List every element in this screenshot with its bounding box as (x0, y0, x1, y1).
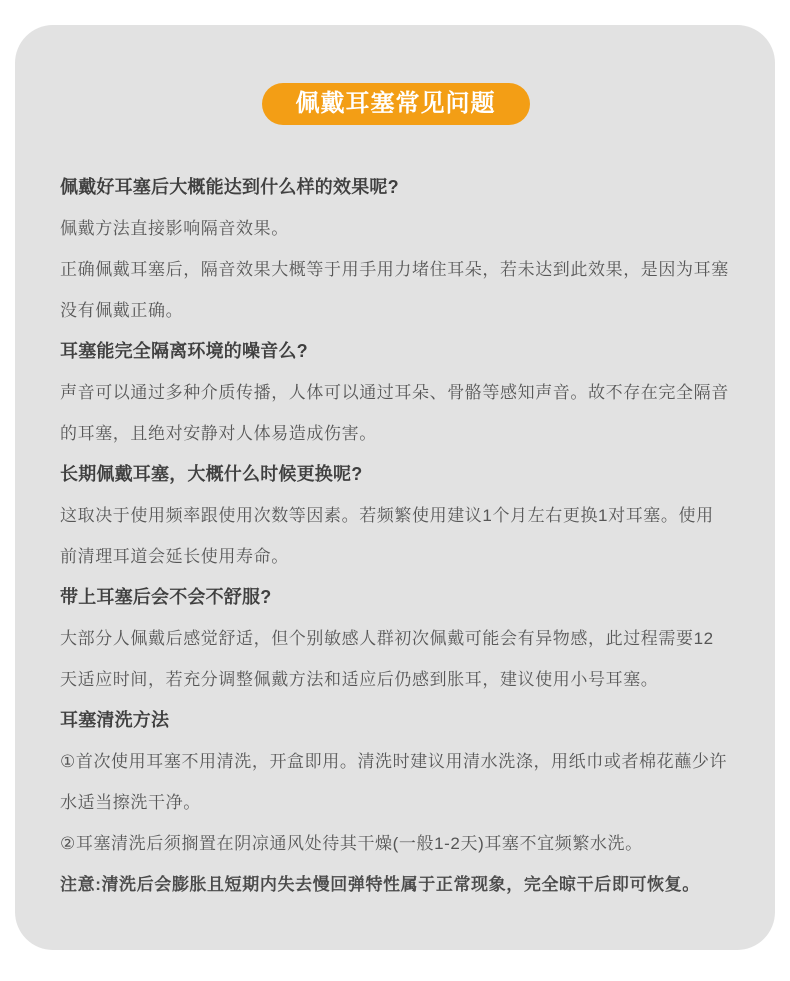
faq-note: 注意:清洗后会膨胀且短期内失去慢回弹特性属于正常现象，完全晾干后即可恢复。 (60, 875, 700, 894)
title-badge-row (60, 83, 731, 125)
faq-answer: 正确佩戴耳塞后，隔音效果大概等于用手用力堵住耳朵，若未达到此效果，是因为耳塞没有佩戴正确。 (60, 260, 729, 320)
faq-section (60, 331, 731, 454)
faq-answer: 大部分人佩戴后感觉舒适，但个别敏感人群初次佩戴可能会有异物感，此过程需要12天适应时间，若充分调整佩戴方法和适应后仍感到胀耳，建议使用小号耳塞。 (60, 629, 714, 689)
page-title: 佩戴耳塞常见问题 (262, 83, 530, 125)
faq-card (15, 25, 775, 950)
faq-section (60, 454, 731, 577)
faq-question: 带上耳塞后会不会不舒服? (60, 587, 272, 607)
faq-section (60, 700, 731, 905)
faq-question: 长期佩戴耳塞，大概什么时候更换呢? (60, 464, 363, 484)
faq-answer: 声音可以通过多种介质传播，人体可以通过耳朵、骨骼等感知声音。故不存在完全隔音的耳塞，且绝对安静对人体易造成伤害。 (60, 383, 729, 443)
faq-answer: ②耳塞清洗后须搁置在阴凉通风处待其干燥(一般1-2天)耳塞不宜频繁水洗。 (60, 834, 643, 853)
faq-content (60, 167, 731, 905)
faq-question: 耳塞清洗方法 (60, 710, 170, 730)
faq-question: 耳塞能完全隔离环境的噪音么? (60, 341, 308, 361)
faq-question: 佩戴好耳塞后大概能达到什么样的效果呢? (60, 177, 399, 197)
faq-answer: 这取决于使用频率跟使用次数等因素。若频繁使用建议1个月左右更换1对耳塞。使用前清理耳道会延长使用寿命。 (60, 506, 714, 566)
faq-section (60, 577, 731, 700)
faq-answer: ①首次使用耳塞不用清洗，开盒即用。清洗时建议用清水洗涤，用纸巾或者棉花蘸少许水适当擦洗干净。 (60, 752, 728, 812)
faq-answer: 佩戴方法直接影响隔音效果。 (60, 219, 289, 238)
faq-section (60, 167, 731, 331)
